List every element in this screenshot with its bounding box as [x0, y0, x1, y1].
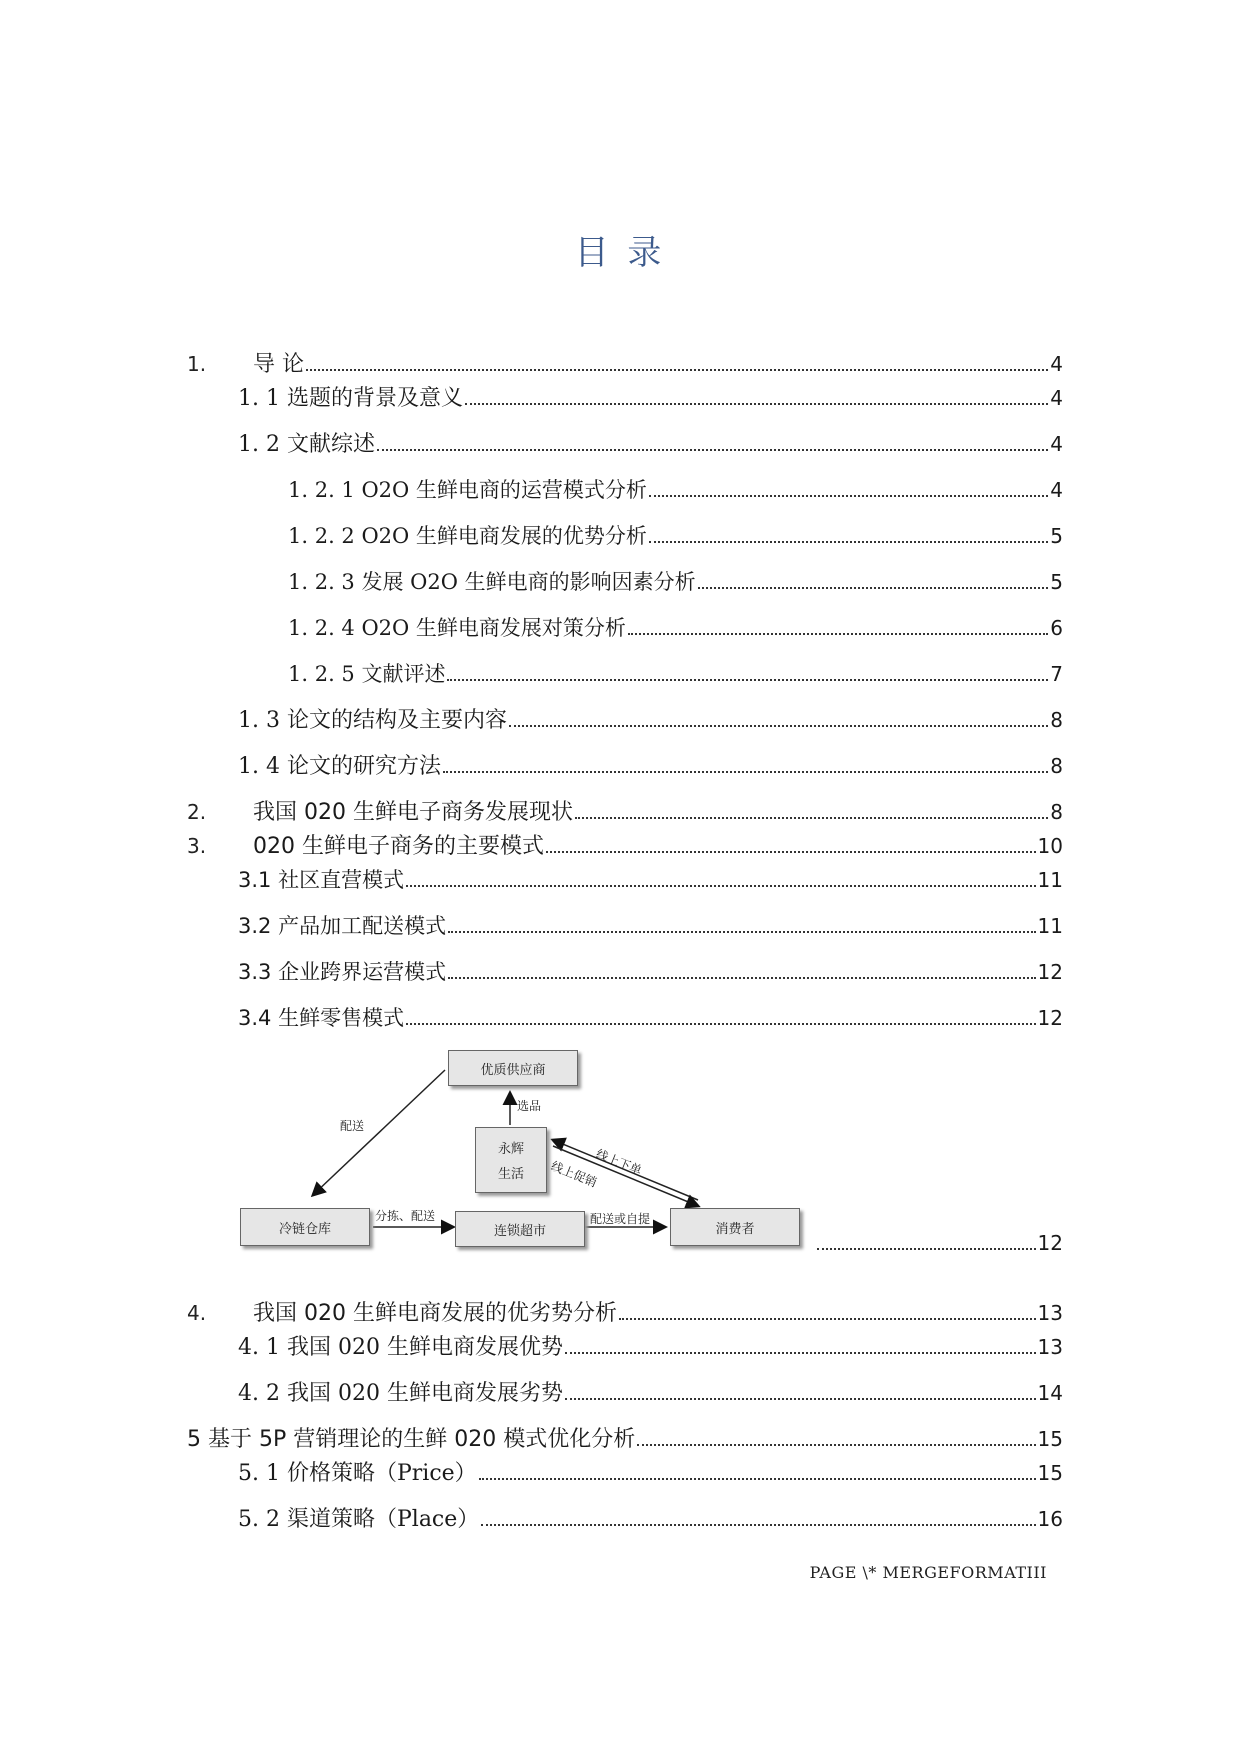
- toc-label: 导 论: [253, 352, 304, 377]
- toc-label: 1. 1 选题的背景及意义: [238, 386, 463, 411]
- toc-page-number: 7: [1050, 662, 1063, 686]
- toc-label: 1. 2. 3 发展 O2O 生鲜电商的影响因素分析: [288, 570, 696, 594]
- toc-label: 1. 3 论文的结构及主要内容: [238, 708, 507, 733]
- toc-page-number: 4: [1050, 352, 1063, 376]
- toc-page-number: 12: [1037, 1231, 1063, 1255]
- toc-page-number: 10: [1037, 834, 1063, 858]
- toc-page-number: 8: [1050, 754, 1063, 778]
- toc-entry[interactable]: [288, 567, 1063, 597]
- toc-label: 4. 2 我国 020 生鲜电商发展劣势: [238, 1381, 563, 1406]
- toc-leader: [448, 930, 1035, 933]
- toc-page-number: 13: [1037, 1301, 1063, 1325]
- toc-number: 3.: [187, 834, 207, 858]
- toc-entry[interactable]: [238, 429, 1063, 459]
- label-sort-deliver: 分拣、配送: [375, 1209, 436, 1223]
- toc-leader: [509, 724, 1048, 727]
- toc-entry[interactable]: [187, 1424, 1063, 1454]
- toc-number: 2.: [187, 800, 207, 824]
- toc-label: 020 生鲜电子商务的主要模式: [253, 834, 544, 859]
- toc-entry[interactable]: [187, 1298, 1063, 1328]
- toc-label: 我国 020 生鲜电商发展的优劣势分析: [253, 1301, 617, 1326]
- label-deliver-pickup: 配送或自提: [590, 1212, 651, 1226]
- toc-page-number: 5: [1050, 524, 1063, 548]
- toc-page-number: 11: [1037, 914, 1063, 938]
- toc-label: 1. 2. 2 O2O 生鲜电商发展的优势分析: [288, 524, 647, 548]
- toc-leader: [448, 976, 1035, 979]
- page-footer: PAGE \* MERGEFORMATIII: [809, 1563, 1047, 1582]
- toc-label: 1. 2 文献综述: [238, 432, 375, 457]
- toc-entry[interactable]: [187, 831, 1063, 861]
- toc-entry[interactable]: [238, 1504, 1063, 1534]
- toc-page-number: 16: [1037, 1507, 1063, 1531]
- toc-entry[interactable]: [238, 1458, 1063, 1488]
- toc-leader: [649, 494, 1048, 497]
- toc-page-number: 12: [1037, 960, 1063, 984]
- toc-leader: [628, 632, 1048, 635]
- toc-entry[interactable]: [288, 475, 1063, 505]
- toc-entry[interactable]: [238, 705, 1063, 735]
- toc-entry[interactable]: [238, 957, 1063, 987]
- toc-label: 5 基于 5P 营销理论的生鲜 020 模式优化分析: [187, 1427, 636, 1452]
- toc-entry-figure[interactable]: [815, 1228, 1063, 1258]
- toc-leader: [406, 884, 1035, 887]
- label-delivery: 配送: [340, 1119, 365, 1133]
- toc-entry[interactable]: [288, 613, 1063, 643]
- toc-label: 1. 2. 5 文献评述: [288, 662, 446, 686]
- toc-page-number: 15: [1037, 1461, 1063, 1485]
- toc-page-number: 15: [1037, 1427, 1063, 1451]
- consumer-box: 消费者: [670, 1208, 800, 1246]
- toc-leader: [817, 1247, 1036, 1250]
- toc-entry[interactable]: [238, 751, 1063, 781]
- toc-leader: [306, 368, 1048, 371]
- toc-leader: [565, 1351, 1036, 1354]
- toc-page-number: 13: [1037, 1335, 1063, 1359]
- toc-entry[interactable]: [288, 659, 1063, 689]
- toc-label: 1. 2. 4 O2O 生鲜电商发展对策分析: [288, 616, 626, 640]
- toc-entry[interactable]: [187, 797, 1063, 827]
- toc-page-number: 12: [1037, 1006, 1063, 1030]
- toc-page-number: 8: [1050, 708, 1063, 732]
- toc-entry[interactable]: [238, 1003, 1063, 1033]
- toc-leader: [698, 586, 1049, 589]
- toc-label: 3.4 生鲜零售模式: [238, 1006, 405, 1030]
- arrow-supplier-to-cold-storage: [313, 1070, 445, 1195]
- toc-leader: [443, 770, 1048, 773]
- toc-label: 3.1 社区直营模式: [238, 868, 405, 892]
- toc-page-number: 14: [1037, 1381, 1063, 1405]
- chain-store-box: 连锁超市: [455, 1211, 585, 1247]
- toc-label: 3.2 产品加工配送模式: [238, 914, 447, 938]
- toc-entry[interactable]: [288, 521, 1063, 551]
- toc-leader: [479, 1477, 1036, 1480]
- toc-leader: [377, 448, 1048, 451]
- toc-entry[interactable]: [238, 1332, 1063, 1362]
- toc-number: 4.: [187, 1301, 207, 1325]
- toc-leader: [465, 402, 1048, 405]
- toc-entry[interactable]: [238, 865, 1063, 895]
- toc-leader: [575, 816, 1048, 819]
- toc-page-number: 5: [1050, 570, 1063, 594]
- toc-leader: [447, 678, 1048, 681]
- toc-entry[interactable]: [238, 911, 1063, 941]
- toc-number: 1.: [187, 352, 207, 376]
- toc-entry[interactable]: [187, 349, 1063, 379]
- toc-label: 4. 1 我国 020 生鲜电商发展优势: [238, 1335, 563, 1360]
- cold-storage-box: 冷链仓库: [240, 1208, 370, 1246]
- toc-label: 5. 2 渠道策略（Place）: [238, 1507, 480, 1532]
- toc-leader: [619, 1317, 1036, 1320]
- toc-page-number: 4: [1050, 386, 1063, 410]
- toc-page-number: 6: [1050, 616, 1063, 640]
- toc-label: 1. 2. 1 O2O 生鲜电商的运营模式分析: [288, 478, 647, 502]
- toc-label: 3.3 企业跨界运营模式: [238, 960, 447, 984]
- toc-leader: [546, 850, 1036, 853]
- yonghui-box: [475, 1127, 547, 1193]
- toc-label: 5. 1 价格策略（Price）: [238, 1461, 477, 1486]
- toc-label: 1. 4 论文的研究方法: [238, 754, 441, 779]
- toc-leader: [406, 1022, 1035, 1025]
- toc-page-number: 4: [1050, 432, 1063, 456]
- label-online-order: 线上下单: [594, 1146, 644, 1178]
- toc-label: 我国 020 生鲜电子商务发展现状: [253, 800, 573, 825]
- toc-leader: [637, 1443, 1035, 1446]
- yonghui-label-line2: 生活: [497, 1167, 524, 1182]
- supplier-box: 优质供应商: [448, 1050, 578, 1086]
- yonghui-label-line1: 永辉: [497, 1142, 524, 1157]
- toc-entry[interactable]: [238, 1378, 1063, 1408]
- label-online-promo: 线上促销: [549, 1158, 599, 1190]
- toc-leader: [649, 540, 1048, 543]
- label-select: 选品: [517, 1099, 542, 1113]
- toc-leader: [481, 1523, 1035, 1526]
- supply-chain-diagram: [235, 1045, 815, 1265]
- toc-leader: [565, 1397, 1036, 1400]
- toc-page-number: 8: [1050, 800, 1063, 824]
- toc-entry[interactable]: [238, 383, 1063, 413]
- toc-page-number: 4: [1050, 478, 1063, 502]
- page-title: 目 录: [574, 233, 666, 273]
- toc-page-number: 11: [1037, 868, 1063, 892]
